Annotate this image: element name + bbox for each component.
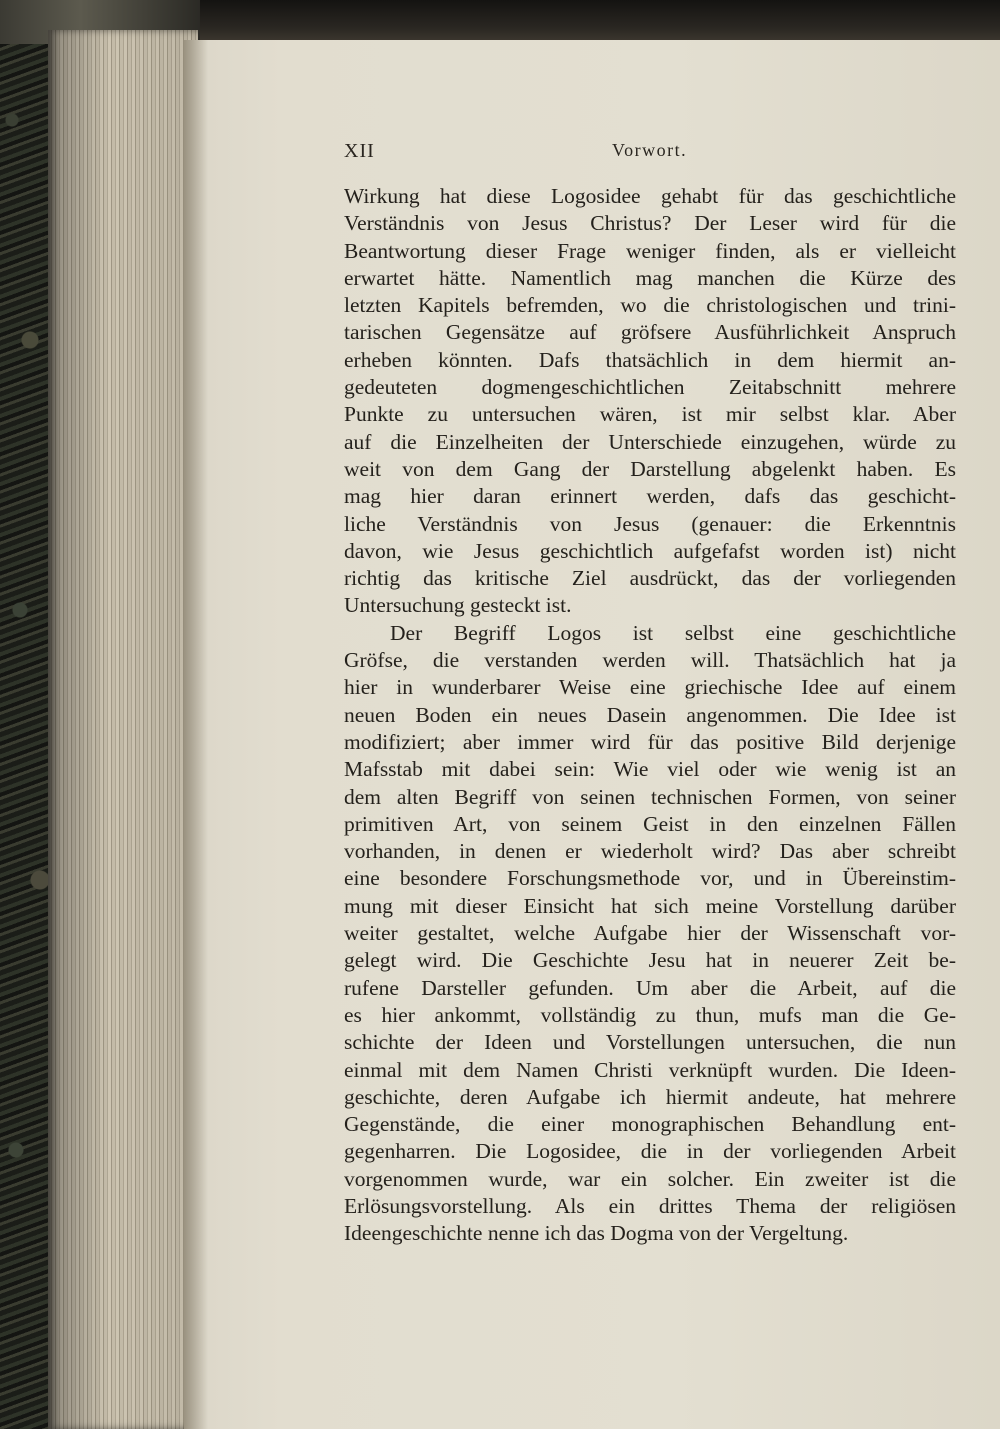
text-line: vorhanden, in denen er wiederholt wird? Das aber schreibt bbox=[344, 839, 956, 864]
text-line: mung mit dieser Einsicht hat sich meine Vorstellung darüber bbox=[344, 893, 956, 918]
text-line: modifiziert; aber immer wird für das positive Bild derjenige bbox=[344, 729, 956, 754]
text-line: Mafsstab mit dabei sein: Wie viel oder wie wenig ist an bbox=[344, 757, 956, 782]
text-line: gegenharren. Die Logosidee, die in der vorliegenden Arbeit bbox=[344, 1139, 956, 1164]
text-line: dem alten Begriff von seinen technischen Formen, von seiner bbox=[344, 784, 956, 809]
text-line: davon, wie Jesus geschichtlich aufgefafst worden ist) nicht bbox=[344, 538, 956, 563]
gutter-shadow bbox=[184, 40, 208, 1429]
text-line: tarischen Gegensätze auf gröfsere Ausführlichkeit Anspruch bbox=[344, 320, 956, 345]
text-line: Wirkung hat diese Logosidee gehabt für das geschichtliche bbox=[344, 184, 956, 208]
text-line: geschichte, deren Aufgabe ich hiermit andeute, hat mehrere bbox=[344, 1084, 956, 1109]
text-line: gedeuteten dogmengeschichtlichen Zeitabschnitt mehrere bbox=[344, 375, 956, 400]
text-line: liche Verständnis von Jesus (genauer: die Erkenntnis bbox=[344, 511, 956, 536]
text-line: Gröfse, die verstanden werden will. Thatsächlich hat ja bbox=[344, 648, 956, 673]
text-line: Beantwortung dieser Frage weniger finden, als er vielleicht bbox=[344, 238, 956, 263]
text-line: Erlösungsvorstellung. Als ein drittes Thema der religiösen bbox=[344, 1193, 956, 1218]
text-line: Gegenstände, die einer monographischen Behandlung ent- bbox=[344, 1112, 956, 1137]
text-line: hier in wunderbarer Weise eine griechische Idee auf einem bbox=[344, 675, 956, 700]
text-line: gelegt wird. Die Geschichte Jesu hat in neuerer Zeit be- bbox=[344, 948, 956, 973]
page-edges-shadow bbox=[48, 30, 198, 1429]
text-line: weit von dem Gang der Darstellung abgelenkt haben. Es bbox=[344, 456, 956, 481]
running-head bbox=[344, 140, 956, 166]
text-line: rufene Darsteller gefunden. Um aber die Arbeit, auf die bbox=[344, 975, 956, 1000]
running-title: Vorwort. bbox=[612, 140, 688, 160]
text-line: Verständnis von Jesus Christus? Der Leser wird für die bbox=[344, 211, 956, 236]
text-line: vorgenommen wurde, war ein solcher. Ein zweiter ist die bbox=[344, 1166, 956, 1191]
text-line: Untersuchung gesteckt ist. bbox=[344, 593, 572, 618]
text-line: erwartet hätte. Namentlich mag manchen die Kürze des bbox=[344, 265, 956, 290]
text-line: mag hier daran erinnert werden, dafs das geschicht- bbox=[344, 484, 956, 509]
text-line: einmal mit dem Namen Christi verknüpft wurden. Die Ideen- bbox=[344, 1057, 956, 1082]
text-line: richtig das kritische Ziel ausdrückt, das der vorliegenden bbox=[344, 566, 956, 591]
text-line: eine besondere Forschungsmethode vor, und in Übereinstim- bbox=[344, 866, 956, 891]
text-line: letzten Kapitels befremden, wo die christologischen und trini- bbox=[344, 293, 956, 318]
text-line: weiter gestaltet, welche Aufgabe hier der Wissenschaft vor- bbox=[344, 921, 956, 946]
text-line: Der Begriff Logos ist selbst eine geschichtliche bbox=[390, 620, 956, 645]
text-line: Ideengeschichte nenne ich das Dogma von der Vergeltung. bbox=[344, 1221, 849, 1246]
text-line: erheben könnten. Dafs thatsächlich in dem hiermit an- bbox=[344, 347, 956, 372]
body-text bbox=[344, 183, 956, 1248]
page-number: XII bbox=[344, 140, 375, 162]
text-line: schichte der Ideen und Vorstellungen untersuchen, die nun bbox=[344, 1030, 956, 1055]
text-line: neuen Boden ein neues Dasein angenommen. Die Idee ist bbox=[344, 702, 956, 727]
text-line: es hier ankommt, vollständig zu thun, mufs man die Ge- bbox=[344, 1002, 956, 1027]
text-line: Punkte zu untersuchen wären, ist mir selbst klar. Aber bbox=[344, 402, 956, 427]
text-line: auf die Einzelheiten der Unterschiede einzugehen, würde zu bbox=[344, 429, 956, 454]
text-line: primitiven Art, von seinem Geist in den einzelnen Fällen bbox=[344, 811, 956, 836]
